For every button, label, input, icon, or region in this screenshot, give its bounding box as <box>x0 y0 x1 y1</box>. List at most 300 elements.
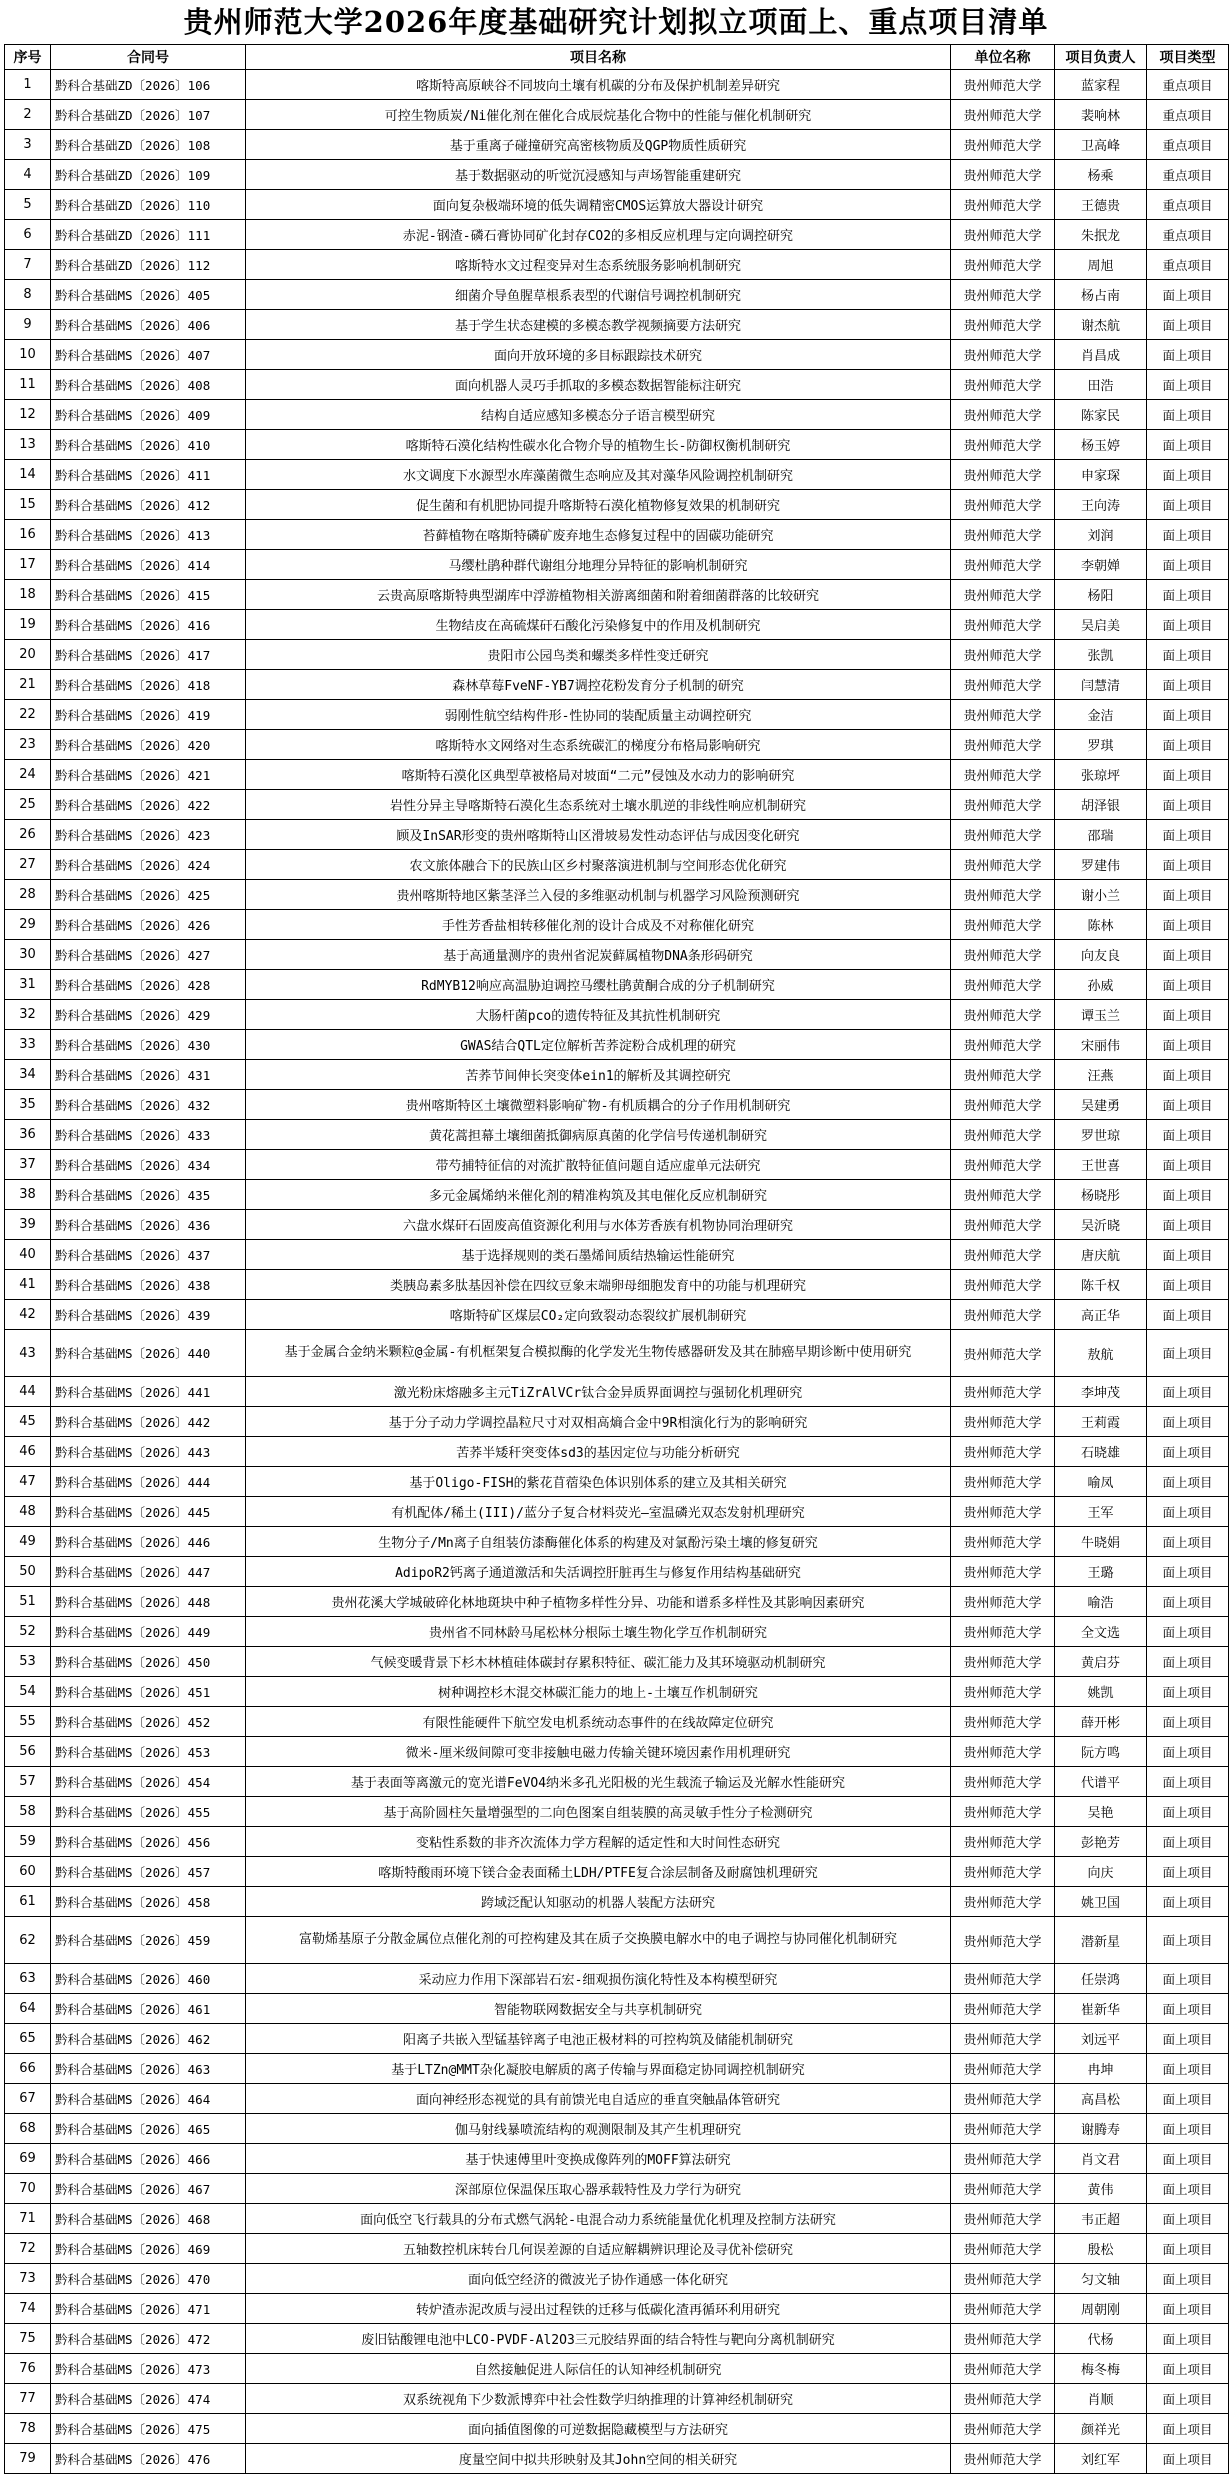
project-name-cell: 基于表面等离激元的宽光谱FeVO4纳米多孔光阳极的光生载流子输运及光解水性能研究 <box>246 1767 951 1797</box>
project-leader-cell: 薛开彬 <box>1055 1707 1147 1737</box>
table-row <box>5 2054 1229 2084</box>
project-type-cell: 面上项目 <box>1147 1210 1229 1240</box>
project-type-cell: 面上项目 <box>1147 730 1229 760</box>
project-leader-cell: 刘红军 <box>1055 2444 1147 2474</box>
row-number-cell: 59 <box>5 1827 51 1857</box>
contract-number-cell: 黔科合基础ZD〔2026〕111 <box>51 220 246 250</box>
row-number-cell: 40 <box>5 1240 51 1270</box>
row-number-cell: 54 <box>5 1677 51 1707</box>
table-row <box>5 1270 1229 1300</box>
unit-name-cell: 贵州师范大学 <box>951 1964 1055 1994</box>
contract-number-cell: 黔科合基础MS〔2026〕427 <box>51 940 246 970</box>
project-type-cell: 面上项目 <box>1147 640 1229 670</box>
table-row <box>5 820 1229 850</box>
project-name-cell: 基于LTZn@MMT杂化凝胶电解质的离子传输与界面稳定协同调控机制研究 <box>246 2054 951 2084</box>
contract-number-cell: 黔科合基础ZD〔2026〕108 <box>51 130 246 160</box>
contract-number-cell: 黔科合基础MS〔2026〕474 <box>51 2384 246 2414</box>
table-row <box>5 1587 1229 1617</box>
contract-number-cell: 黔科合基础MS〔2026〕457 <box>51 1857 246 1887</box>
project-type-cell: 面上项目 <box>1147 1647 1229 1677</box>
contract-number-cell: 黔科合基础MS〔2026〕465 <box>51 2114 246 2144</box>
row-number-cell: 78 <box>5 2414 51 2444</box>
project-leader-cell: 张琼坪 <box>1055 760 1147 790</box>
contract-number-cell: 黔科合基础MS〔2026〕412 <box>51 490 246 520</box>
project-type-cell: 面上项目 <box>1147 1330 1229 1377</box>
row-number-cell: 74 <box>5 2294 51 2324</box>
project-type-cell: 面上项目 <box>1147 700 1229 730</box>
project-leader-cell: 蓝家程 <box>1055 70 1147 100</box>
project-type-cell: 面上项目 <box>1147 850 1229 880</box>
project-type-cell: 面上项目 <box>1147 1707 1229 1737</box>
table-row <box>5 250 1229 280</box>
header-contract: 合同号 <box>51 45 246 70</box>
project-leader-cell: 胡泽银 <box>1055 790 1147 820</box>
contract-number-cell: 黔科合基础MS〔2026〕459 <box>51 1917 246 1964</box>
table-row <box>5 1707 1229 1737</box>
row-number-cell: 3 <box>5 130 51 160</box>
project-name-cell: 智能物联网数据安全与共享机制研究 <box>246 1994 951 2024</box>
contract-number-cell: 黔科合基础MS〔2026〕433 <box>51 1120 246 1150</box>
project-leader-cell: 任崇鸿 <box>1055 1964 1147 1994</box>
project-type-cell: 面上项目 <box>1147 1527 1229 1557</box>
contract-number-cell: 黔科合基础MS〔2026〕417 <box>51 640 246 670</box>
table-row <box>5 310 1229 340</box>
project-leader-cell: 周旭 <box>1055 250 1147 280</box>
project-leader-cell: 彭艳芳 <box>1055 1827 1147 1857</box>
row-number-cell: 51 <box>5 1587 51 1617</box>
unit-name-cell: 贵州师范大学 <box>951 880 1055 910</box>
project-name-cell: 微米-厘米级间隙可变非接触电磁力传输关键环境因素作用机理研究 <box>246 1737 951 1767</box>
row-number-cell: 29 <box>5 910 51 940</box>
table-row <box>5 580 1229 610</box>
project-type-cell: 面上项目 <box>1147 880 1229 910</box>
project-name-cell: 弱刚性航空结构件形-性协同的装配质量主动调控研究 <box>246 700 951 730</box>
table-row <box>5 1647 1229 1677</box>
table-row <box>5 550 1229 580</box>
unit-name-cell: 贵州师范大学 <box>951 70 1055 100</box>
table-row <box>5 910 1229 940</box>
table-row <box>5 970 1229 1000</box>
project-name-cell: 变粘性系数的非齐次流体力学方程解的适定性和大时间性态研究 <box>246 1827 951 1857</box>
row-number-cell: 4 <box>5 160 51 190</box>
project-name-cell: 结构自适应感知多模态分子语言模型研究 <box>246 400 951 430</box>
project-name-cell: 马缨杜鹃种群代谢组分地理分异特征的影响机制研究 <box>246 550 951 580</box>
project-leader-cell: 殷松 <box>1055 2234 1147 2264</box>
project-type-cell: 面上项目 <box>1147 490 1229 520</box>
unit-name-cell: 贵州师范大学 <box>951 640 1055 670</box>
contract-number-cell: 黔科合基础ZD〔2026〕106 <box>51 70 246 100</box>
project-type-cell: 面上项目 <box>1147 1964 1229 1994</box>
table-row <box>5 2354 1229 2384</box>
project-leader-cell: 代杨 <box>1055 2324 1147 2354</box>
project-name-cell: 贵阳市公园鸟类和螺类多样性变迁研究 <box>246 640 951 670</box>
project-name-cell: 手性芳香盐相转移催化剂的设计合成及不对称催化研究 <box>246 910 951 940</box>
project-leader-cell: 杨乘 <box>1055 160 1147 190</box>
header-person: 项目负责人 <box>1055 45 1147 70</box>
table-row <box>5 1377 1229 1407</box>
unit-name-cell: 贵州师范大学 <box>951 310 1055 340</box>
contract-number-cell: 黔科合基础MS〔2026〕449 <box>51 1617 246 1647</box>
contract-number-cell: 黔科合基础MS〔2026〕436 <box>51 1210 246 1240</box>
row-number-cell: 24 <box>5 760 51 790</box>
project-type-cell: 面上项目 <box>1147 2354 1229 2384</box>
row-number-cell: 68 <box>5 2114 51 2144</box>
table-row <box>5 1887 1229 1917</box>
contract-number-cell: 黔科合基础MS〔2026〕451 <box>51 1677 246 1707</box>
row-number-cell: 26 <box>5 820 51 850</box>
header-unit: 单位名称 <box>951 45 1055 70</box>
project-table <box>4 44 1229 2474</box>
table-row <box>5 850 1229 880</box>
unit-name-cell: 贵州师范大学 <box>951 730 1055 760</box>
row-number-cell: 46 <box>5 1437 51 1467</box>
row-number-cell: 61 <box>5 1887 51 1917</box>
project-name-cell: 树种调控杉木混交林碳汇能力的地上-土壤互作机制研究 <box>246 1677 951 1707</box>
project-name-cell: 贵州花溪大学城破碎化林地斑块中种子植物多样性分异、功能和谱系多样性及其影响因素研究 <box>246 1587 951 1617</box>
project-type-cell: 面上项目 <box>1147 670 1229 700</box>
project-type-cell: 面上项目 <box>1147 1270 1229 1300</box>
contract-number-cell: 黔科合基础MS〔2026〕428 <box>51 970 246 1000</box>
table-row <box>5 1030 1229 1060</box>
project-type-cell: 面上项目 <box>1147 340 1229 370</box>
contract-number-cell: 黔科合基础MS〔2026〕434 <box>51 1150 246 1180</box>
project-type-cell: 面上项目 <box>1147 610 1229 640</box>
project-leader-cell: 李朝婵 <box>1055 550 1147 580</box>
project-name-cell: 岩性分异主导喀斯特石漠化生态系统对土壤水肌逆的非线性响应机制研究 <box>246 790 951 820</box>
contract-number-cell: 黔科合基础MS〔2026〕437 <box>51 1240 246 1270</box>
project-leader-cell: 罗世琼 <box>1055 1120 1147 1150</box>
project-type-cell: 面上项目 <box>1147 1857 1229 1887</box>
project-leader-cell: 闫慧清 <box>1055 670 1147 700</box>
unit-name-cell: 贵州师范大学 <box>951 2144 1055 2174</box>
table-row <box>5 2114 1229 2144</box>
row-number-cell: 38 <box>5 1180 51 1210</box>
row-number-cell: 19 <box>5 610 51 640</box>
project-leader-cell: 韦正超 <box>1055 2204 1147 2234</box>
project-leader-cell: 高昌松 <box>1055 2084 1147 2114</box>
row-number-cell: 62 <box>5 1917 51 1964</box>
contract-number-cell: 黔科合基础MS〔2026〕441 <box>51 1377 246 1407</box>
contract-number-cell: 黔科合基础MS〔2026〕419 <box>51 700 246 730</box>
contract-number-cell: 黔科合基础MS〔2026〕462 <box>51 2024 246 2054</box>
project-name-cell: 废旧钴酸锂电池中LCO-PVDF-Al2O3三元胶结界面的结合特性与靶向分离机制研究 <box>246 2324 951 2354</box>
project-name-cell: 苦荞半矮秆突变体sd3的基因定位与功能分析研究 <box>246 1437 951 1467</box>
row-number-cell: 10 <box>5 340 51 370</box>
table-row <box>5 1090 1229 1120</box>
row-number-cell: 39 <box>5 1210 51 1240</box>
project-leader-cell: 王璐 <box>1055 1557 1147 1587</box>
project-name-cell: 基于高阶圆柱矢量增强型的二向色图案自组装膜的高灵敏手性分子检测研究 <box>246 1797 951 1827</box>
table-row <box>5 1917 1229 1964</box>
project-type-cell: 面上项目 <box>1147 970 1229 1000</box>
project-type-cell: 面上项目 <box>1147 1917 1229 1964</box>
unit-name-cell: 贵州师范大学 <box>951 280 1055 310</box>
project-type-cell: 面上项目 <box>1147 1617 1229 1647</box>
project-type-cell: 面上项目 <box>1147 1677 1229 1707</box>
table-row <box>5 70 1229 100</box>
project-type-cell: 重点项目 <box>1147 130 1229 160</box>
project-leader-cell: 石晓雄 <box>1055 1437 1147 1467</box>
contract-number-cell: 黔科合基础MS〔2026〕463 <box>51 2054 246 2084</box>
contract-number-cell: 黔科合基础MS〔2026〕443 <box>51 1437 246 1467</box>
table-row <box>5 1467 1229 1497</box>
project-type-cell: 面上项目 <box>1147 1827 1229 1857</box>
row-number-cell: 49 <box>5 1527 51 1557</box>
contract-number-cell: 黔科合基础ZD〔2026〕107 <box>51 100 246 130</box>
project-leader-cell: 刘润 <box>1055 520 1147 550</box>
unit-name-cell: 贵州师范大学 <box>951 1330 1055 1377</box>
row-number-cell: 21 <box>5 670 51 700</box>
contract-number-cell: 黔科合基础MS〔2026〕420 <box>51 730 246 760</box>
row-number-cell: 33 <box>5 1030 51 1060</box>
project-name-cell: 生物分子/Mn离子自组装仿漆酶催化体系的构建及对氯酚污染土壤的修复研究 <box>246 1527 951 1557</box>
project-leader-cell: 喻浩 <box>1055 1587 1147 1617</box>
unit-name-cell: 贵州师范大学 <box>951 130 1055 160</box>
project-name-cell: 贵州喀斯特地区紫茎泽兰入侵的多维驱动机制与机器学习风险预测研究 <box>246 880 951 910</box>
row-number-cell: 12 <box>5 400 51 430</box>
unit-name-cell: 贵州师范大学 <box>951 2024 1055 2054</box>
project-leader-cell: 陈千权 <box>1055 1270 1147 1300</box>
row-number-cell: 11 <box>5 370 51 400</box>
project-name-cell: 采动应力作用下深部岩石宏-细观损伤演化特性及本构模型研究 <box>246 1964 951 1994</box>
project-name-cell: 细菌介导鱼腥草根系表型的代谢信号调控机制研究 <box>246 280 951 310</box>
unit-name-cell: 贵州师范大学 <box>951 820 1055 850</box>
row-number-cell: 37 <box>5 1150 51 1180</box>
contract-number-cell: 黔科合基础MS〔2026〕435 <box>51 1180 246 1210</box>
table-row <box>5 1737 1229 1767</box>
project-leader-cell: 匀文轴 <box>1055 2264 1147 2294</box>
contract-number-cell: 黔科合基础MS〔2026〕424 <box>51 850 246 880</box>
contract-number-cell: 黔科合基础MS〔2026〕432 <box>51 1090 246 1120</box>
project-name-cell: 类胰岛素多肽基因补偿在四纹豆象末端卵母细胞发育中的功能与机理研究 <box>246 1270 951 1300</box>
project-leader-cell: 王世喜 <box>1055 1150 1147 1180</box>
table-row <box>5 340 1229 370</box>
table-row <box>5 2444 1229 2474</box>
project-leader-cell: 肖昌成 <box>1055 340 1147 370</box>
table-row <box>5 280 1229 310</box>
table-row <box>5 1210 1229 1240</box>
contract-number-cell: 黔科合基础MS〔2026〕471 <box>51 2294 246 2324</box>
row-number-cell: 50 <box>5 1557 51 1587</box>
table-row <box>5 880 1229 910</box>
row-number-cell: 34 <box>5 1060 51 1090</box>
row-number-cell: 67 <box>5 2084 51 2114</box>
project-name-cell: 有机配体/稀土(III)/蓝分子复合材料荧光—室温磷光双态发射机理研究 <box>246 1497 951 1527</box>
project-name-cell: 大肠杆菌pco的遗传特征及其抗性机制研究 <box>246 1000 951 1030</box>
unit-name-cell: 贵州师范大学 <box>951 1677 1055 1707</box>
row-number-cell: 8 <box>5 280 51 310</box>
table-row <box>5 1060 1229 1090</box>
row-number-cell: 63 <box>5 1964 51 1994</box>
table-row <box>5 1497 1229 1527</box>
project-name-cell: 苔藓植物在喀斯特磷矿废弃地生态修复过程中的固碳功能研究 <box>246 520 951 550</box>
table-row <box>5 640 1229 670</box>
unit-name-cell: 贵州师范大学 <box>951 940 1055 970</box>
project-leader-cell: 敖航 <box>1055 1330 1147 1377</box>
contract-number-cell: 黔科合基础MS〔2026〕455 <box>51 1797 246 1827</box>
row-number-cell: 27 <box>5 850 51 880</box>
contract-number-cell: 黔科合基础MS〔2026〕460 <box>51 1964 246 1994</box>
project-name-cell: 喀斯特高原峡谷不同坡向土壤有机碳的分布及保护机制差异研究 <box>246 70 951 100</box>
project-type-cell: 面上项目 <box>1147 430 1229 460</box>
project-leader-cell: 冉坤 <box>1055 2054 1147 2084</box>
project-type-cell: 面上项目 <box>1147 820 1229 850</box>
project-type-cell: 面上项目 <box>1147 1737 1229 1767</box>
row-number-cell: 9 <box>5 310 51 340</box>
table-row <box>5 1827 1229 1857</box>
table-header-row <box>5 45 1229 70</box>
project-leader-cell: 陈家民 <box>1055 400 1147 430</box>
unit-name-cell: 贵州师范大学 <box>951 160 1055 190</box>
contract-number-cell: 黔科合基础MS〔2026〕468 <box>51 2204 246 2234</box>
project-type-cell: 面上项目 <box>1147 2114 1229 2144</box>
project-leader-cell: 裴响林 <box>1055 100 1147 130</box>
unit-name-cell: 贵州师范大学 <box>951 2174 1055 2204</box>
table-row <box>5 730 1229 760</box>
project-type-cell: 面上项目 <box>1147 2084 1229 2114</box>
row-number-cell: 45 <box>5 1407 51 1437</box>
project-name-cell: 喀斯特水文过程变异对生态系统服务影响机制研究 <box>246 250 951 280</box>
project-type-cell: 面上项目 <box>1147 1437 1229 1467</box>
row-number-cell: 32 <box>5 1000 51 1030</box>
project-leader-cell: 颜祥光 <box>1055 2414 1147 2444</box>
unit-name-cell: 贵州师范大学 <box>951 2114 1055 2144</box>
project-name-cell: 喀斯特矿区煤层CO₂定向致裂动态裂纹扩展机制研究 <box>246 1300 951 1330</box>
project-name-cell: 喀斯特水文网络对生态系统碳汇的梯度分布格局影响研究 <box>246 730 951 760</box>
table-row <box>5 790 1229 820</box>
project-leader-cell: 申家琛 <box>1055 460 1147 490</box>
table-row <box>5 1407 1229 1437</box>
row-number-cell: 25 <box>5 790 51 820</box>
project-type-cell: 面上项目 <box>1147 2384 1229 2414</box>
project-leader-cell: 刘远平 <box>1055 2024 1147 2054</box>
table-row <box>5 2234 1229 2264</box>
project-name-cell: 可控生物质炭/Ni催化剂在催化合成辰烷基化合物中的性能与催化机制研究 <box>246 100 951 130</box>
project-leader-cell: 杨玉婷 <box>1055 430 1147 460</box>
unit-name-cell: 贵州师范大学 <box>951 2054 1055 2084</box>
project-name-cell: 自然接触促进人际信任的认知神经机制研究 <box>246 2354 951 2384</box>
table-row <box>5 2324 1229 2354</box>
project-name-cell: 基于快速傅里叶变换成像阵列的MOFF算法研究 <box>246 2144 951 2174</box>
project-type-cell: 面上项目 <box>1147 2324 1229 2354</box>
table-row <box>5 130 1229 160</box>
row-number-cell: 58 <box>5 1797 51 1827</box>
project-leader-cell: 谭玉兰 <box>1055 1000 1147 1030</box>
row-number-cell: 36 <box>5 1120 51 1150</box>
table-row <box>5 700 1229 730</box>
project-name-cell: 激光粉床熔融多主元TiZrAlVCr钛合金异质界面调控与强韧化机理研究 <box>246 1377 951 1407</box>
project-name-cell: 面向神经形态视觉的具有前馈光电自适应的垂直突触晶体管研究 <box>246 2084 951 2114</box>
project-name-cell: 面向低空经济的微波光子协作通感一体化研究 <box>246 2264 951 2294</box>
project-leader-cell: 陈林 <box>1055 910 1147 940</box>
unit-name-cell: 贵州师范大学 <box>951 2264 1055 2294</box>
unit-name-cell: 贵州师范大学 <box>951 2324 1055 2354</box>
contract-number-cell: 黔科合基础MS〔2026〕458 <box>51 1887 246 1917</box>
project-name-cell: 促生菌和有机肥协同提升喀斯特石漠化植物修复效果的机制研究 <box>246 490 951 520</box>
contract-number-cell: 黔科合基础MS〔2026〕430 <box>51 1030 246 1060</box>
table-row <box>5 190 1229 220</box>
project-type-cell: 面上项目 <box>1147 2174 1229 2204</box>
unit-name-cell: 贵州师范大学 <box>951 1000 1055 1030</box>
unit-name-cell: 贵州师范大学 <box>951 1120 1055 1150</box>
table-row <box>5 1330 1229 1377</box>
project-name-cell: 基于学生状态建模的多模态教学视频摘要方法研究 <box>246 310 951 340</box>
table-row <box>5 520 1229 550</box>
project-type-cell: 面上项目 <box>1147 1150 1229 1180</box>
project-leader-cell: 谢小兰 <box>1055 880 1147 910</box>
unit-name-cell: 贵州师范大学 <box>951 610 1055 640</box>
project-type-cell: 面上项目 <box>1147 2204 1229 2234</box>
unit-name-cell: 贵州师范大学 <box>951 1857 1055 1887</box>
contract-number-cell: 黔科合基础MS〔2026〕454 <box>51 1767 246 1797</box>
unit-name-cell: 贵州师范大学 <box>951 1737 1055 1767</box>
project-name-cell: 基于数据驱动的听觉沉浸感知与声场智能重建研究 <box>246 160 951 190</box>
project-name-cell: AdipoR2钙离子通道激活和失活调控肝脏再生与修复作用结构基础研究 <box>246 1557 951 1587</box>
project-name-cell: 气候变暖背景下杉木林植硅体碳封存累积特征、碳汇能力及其环境驱动机制研究 <box>246 1647 951 1677</box>
project-name-cell: 喀斯特酸雨环境下镁合金表面稀土LDH/PTFE复合涂层制备及耐腐蚀机理研究 <box>246 1857 951 1887</box>
contract-number-cell: 黔科合基础MS〔2026〕448 <box>51 1587 246 1617</box>
table-row <box>5 1857 1229 1887</box>
unit-name-cell: 贵州师范大学 <box>951 1377 1055 1407</box>
header-project-name: 项目名称 <box>246 45 951 70</box>
contract-number-cell: 黔科合基础MS〔2026〕415 <box>51 580 246 610</box>
contract-number-cell: 黔科合基础MS〔2026〕405 <box>51 280 246 310</box>
project-name-cell: 面向开放环境的多目标跟踪技术研究 <box>246 340 951 370</box>
project-leader-cell: 罗建伟 <box>1055 850 1147 880</box>
unit-name-cell: 贵州师范大学 <box>951 1797 1055 1827</box>
contract-number-cell: 黔科合基础MS〔2026〕476 <box>51 2444 246 2474</box>
contract-number-cell: 黔科合基础MS〔2026〕418 <box>51 670 246 700</box>
project-name-cell: 深部原位保温保压取心器承载特性及力学行为研究 <box>246 2174 951 2204</box>
row-number-cell: 79 <box>5 2444 51 2474</box>
table-row <box>5 940 1229 970</box>
table-row <box>5 400 1229 430</box>
project-type-cell: 面上项目 <box>1147 1467 1229 1497</box>
project-name-cell: 黄花蒿担幕土壤细菌抵御病原真菌的化学信号传递机制研究 <box>246 1120 951 1150</box>
table-row <box>5 1240 1229 1270</box>
project-type-cell: 面上项目 <box>1147 2054 1229 2084</box>
project-leader-cell: 吴沂晓 <box>1055 1210 1147 1240</box>
row-number-cell: 41 <box>5 1270 51 1300</box>
contract-number-cell: 黔科合基础MS〔2026〕411 <box>51 460 246 490</box>
unit-name-cell: 贵州师范大学 <box>951 2414 1055 2444</box>
unit-name-cell: 贵州师范大学 <box>951 1527 1055 1557</box>
project-leader-cell: 吴启美 <box>1055 610 1147 640</box>
project-name-cell: 基于分子动力学调控晶粒尺寸对双相高熵合金中9R相演化行为的影响研究 <box>246 1407 951 1437</box>
project-name-cell: 贵州省不同林龄马尾松林分根际土壤生物化学互作机制研究 <box>246 1617 951 1647</box>
project-type-cell: 面上项目 <box>1147 1407 1229 1437</box>
project-type-cell: 面上项目 <box>1147 2024 1229 2054</box>
contract-number-cell: 黔科合基础MS〔2026〕440 <box>51 1330 246 1377</box>
unit-name-cell: 贵州师范大学 <box>951 1300 1055 1330</box>
table-row <box>5 100 1229 130</box>
unit-name-cell: 贵州师范大学 <box>951 1270 1055 1300</box>
unit-name-cell: 贵州师范大学 <box>951 400 1055 430</box>
unit-name-cell: 贵州师范大学 <box>951 1467 1055 1497</box>
table-row <box>5 1180 1229 1210</box>
project-leader-cell: 宋丽伟 <box>1055 1030 1147 1060</box>
project-type-cell: 面上项目 <box>1147 2144 1229 2174</box>
project-leader-cell: 罗琪 <box>1055 730 1147 760</box>
project-name-cell: RdMYB12响应高温胁迫调控马缨杜鹃黄酮合成的分子机制研究 <box>246 970 951 1000</box>
unit-name-cell: 贵州师范大学 <box>951 910 1055 940</box>
unit-name-cell: 贵州师范大学 <box>951 1497 1055 1527</box>
unit-name-cell: 贵州师范大学 <box>951 1994 1055 2024</box>
project-type-cell: 面上项目 <box>1147 1300 1229 1330</box>
contract-number-cell: 黔科合基础ZD〔2026〕110 <box>51 190 246 220</box>
project-leader-cell: 全文选 <box>1055 1617 1147 1647</box>
contract-number-cell: 黔科合基础MS〔2026〕466 <box>51 2144 246 2174</box>
